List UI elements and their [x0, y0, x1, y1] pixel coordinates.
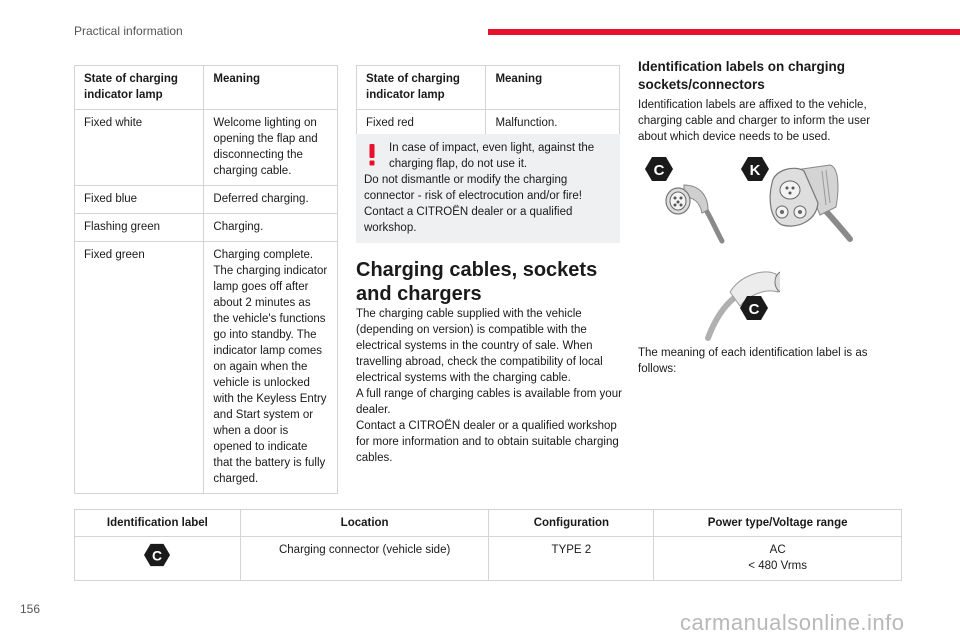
connector-combo-illustration: [740, 155, 855, 245]
power-type: AC: [769, 544, 786, 556]
table-cell: Fixed green: [75, 242, 204, 494]
table-header-cell: Location: [240, 510, 489, 537]
table-cell: Fixed blue: [75, 186, 204, 214]
paragraph: The charging cable supplied with the vehicle (depending on version) is compatible with the electrical systems in the country of sale. When travelling abroad, check the compatibility of local electrical systems with the charging cable.: [356, 308, 603, 384]
table-header-cell: State of charging indicator lamp: [357, 66, 486, 110]
paragraph: A full range of charging cables is available from your dealer.: [356, 388, 622, 416]
svg-text:C: C: [152, 547, 163, 564]
identification-table: [74, 509, 902, 581]
table-cell: Fixed white: [75, 110, 204, 186]
svg-text:C: C: [653, 162, 665, 179]
table-cell: TYPE 2: [489, 537, 654, 581]
indicator-table: [74, 65, 338, 494]
section-title: Charging cables, sockets and chargers: [356, 259, 598, 305]
table-row: [75, 186, 338, 214]
table-header-row: [75, 510, 902, 537]
table-cell: Welcome lighting on opening the flap and disconnecting the charging cable.: [204, 110, 338, 186]
cable-connector-illustration: [700, 262, 780, 342]
warning-text-1: In case of impact, even light, against the charging flap, do not use it.: [389, 142, 595, 170]
warning-text-2: Do not dismantle or modify the charging connector - risk of electrocution and/or fire!: [364, 174, 582, 202]
table-row: [75, 242, 338, 494]
table-cell: Charging connector (vehicle side): [240, 537, 489, 581]
table-row: [75, 110, 338, 186]
indicator-table-2: [356, 65, 620, 138]
voltage-range: < 480 Vrms: [748, 560, 807, 572]
table-header-cell: Identification label: [75, 510, 241, 537]
header-accent-bar: [488, 29, 960, 35]
table-header-cell: State of charging indicator lamp: [75, 66, 204, 110]
table-cell: Malfunction.: [486, 110, 620, 138]
table-cell: [654, 537, 902, 581]
label-c-icon: [143, 542, 171, 568]
table-header-cell: Meaning: [486, 66, 620, 110]
table-cell: Deferred charging.: [204, 186, 338, 214]
svg-text:K: K: [749, 162, 761, 179]
svg-text:C: C: [748, 301, 760, 318]
table-cell: Flashing green: [75, 214, 204, 242]
table-cell: Charging.: [204, 214, 338, 242]
paragraph: Contact a CITROËN dealer or a qualified workshop for more information and to obtain suitable charging cables.: [356, 420, 619, 464]
table-cell: Charging complete. The charging indicator lamp goes off after about 2 minutes as the vehicle's functions go into standby. The indicator lamp comes on again when the vehicle is unlocked with the Keyless Entry and Start system or when a door is opened to indicate that the battery is fully charged.: [204, 242, 338, 494]
warning-box: [356, 134, 620, 243]
watermark: carmanualsonline.info: [680, 610, 905, 635]
warning-text-3: Contact a CITROËN dealer or a qualified workshop.: [364, 206, 573, 234]
paragraph: The meaning of each identification label is as follows:: [638, 347, 868, 375]
table-header-cell: Power type/Voltage range: [654, 510, 902, 537]
section-body: [356, 306, 622, 466]
table-header-cell: Configuration: [489, 510, 654, 537]
table-row: [75, 537, 902, 581]
table-row: [75, 214, 338, 242]
header-title: Practical information: [74, 24, 183, 38]
exclamation-icon: [368, 144, 376, 166]
page-number: 156: [20, 602, 41, 616]
table-header-row: [357, 66, 620, 110]
connector-type2-illustration: [644, 155, 734, 245]
paragraph: Identification labels are affixed to the vehicle, charging cable and charger to inform the user about which device needs to be used.: [638, 99, 871, 143]
table-cell: [75, 537, 241, 581]
table-header-cell: Meaning: [204, 66, 338, 110]
table-header-row: [75, 66, 338, 110]
section-title: Identification labels on charging sockets/connectors: [638, 59, 846, 92]
table-cell: Fixed red: [357, 110, 486, 138]
